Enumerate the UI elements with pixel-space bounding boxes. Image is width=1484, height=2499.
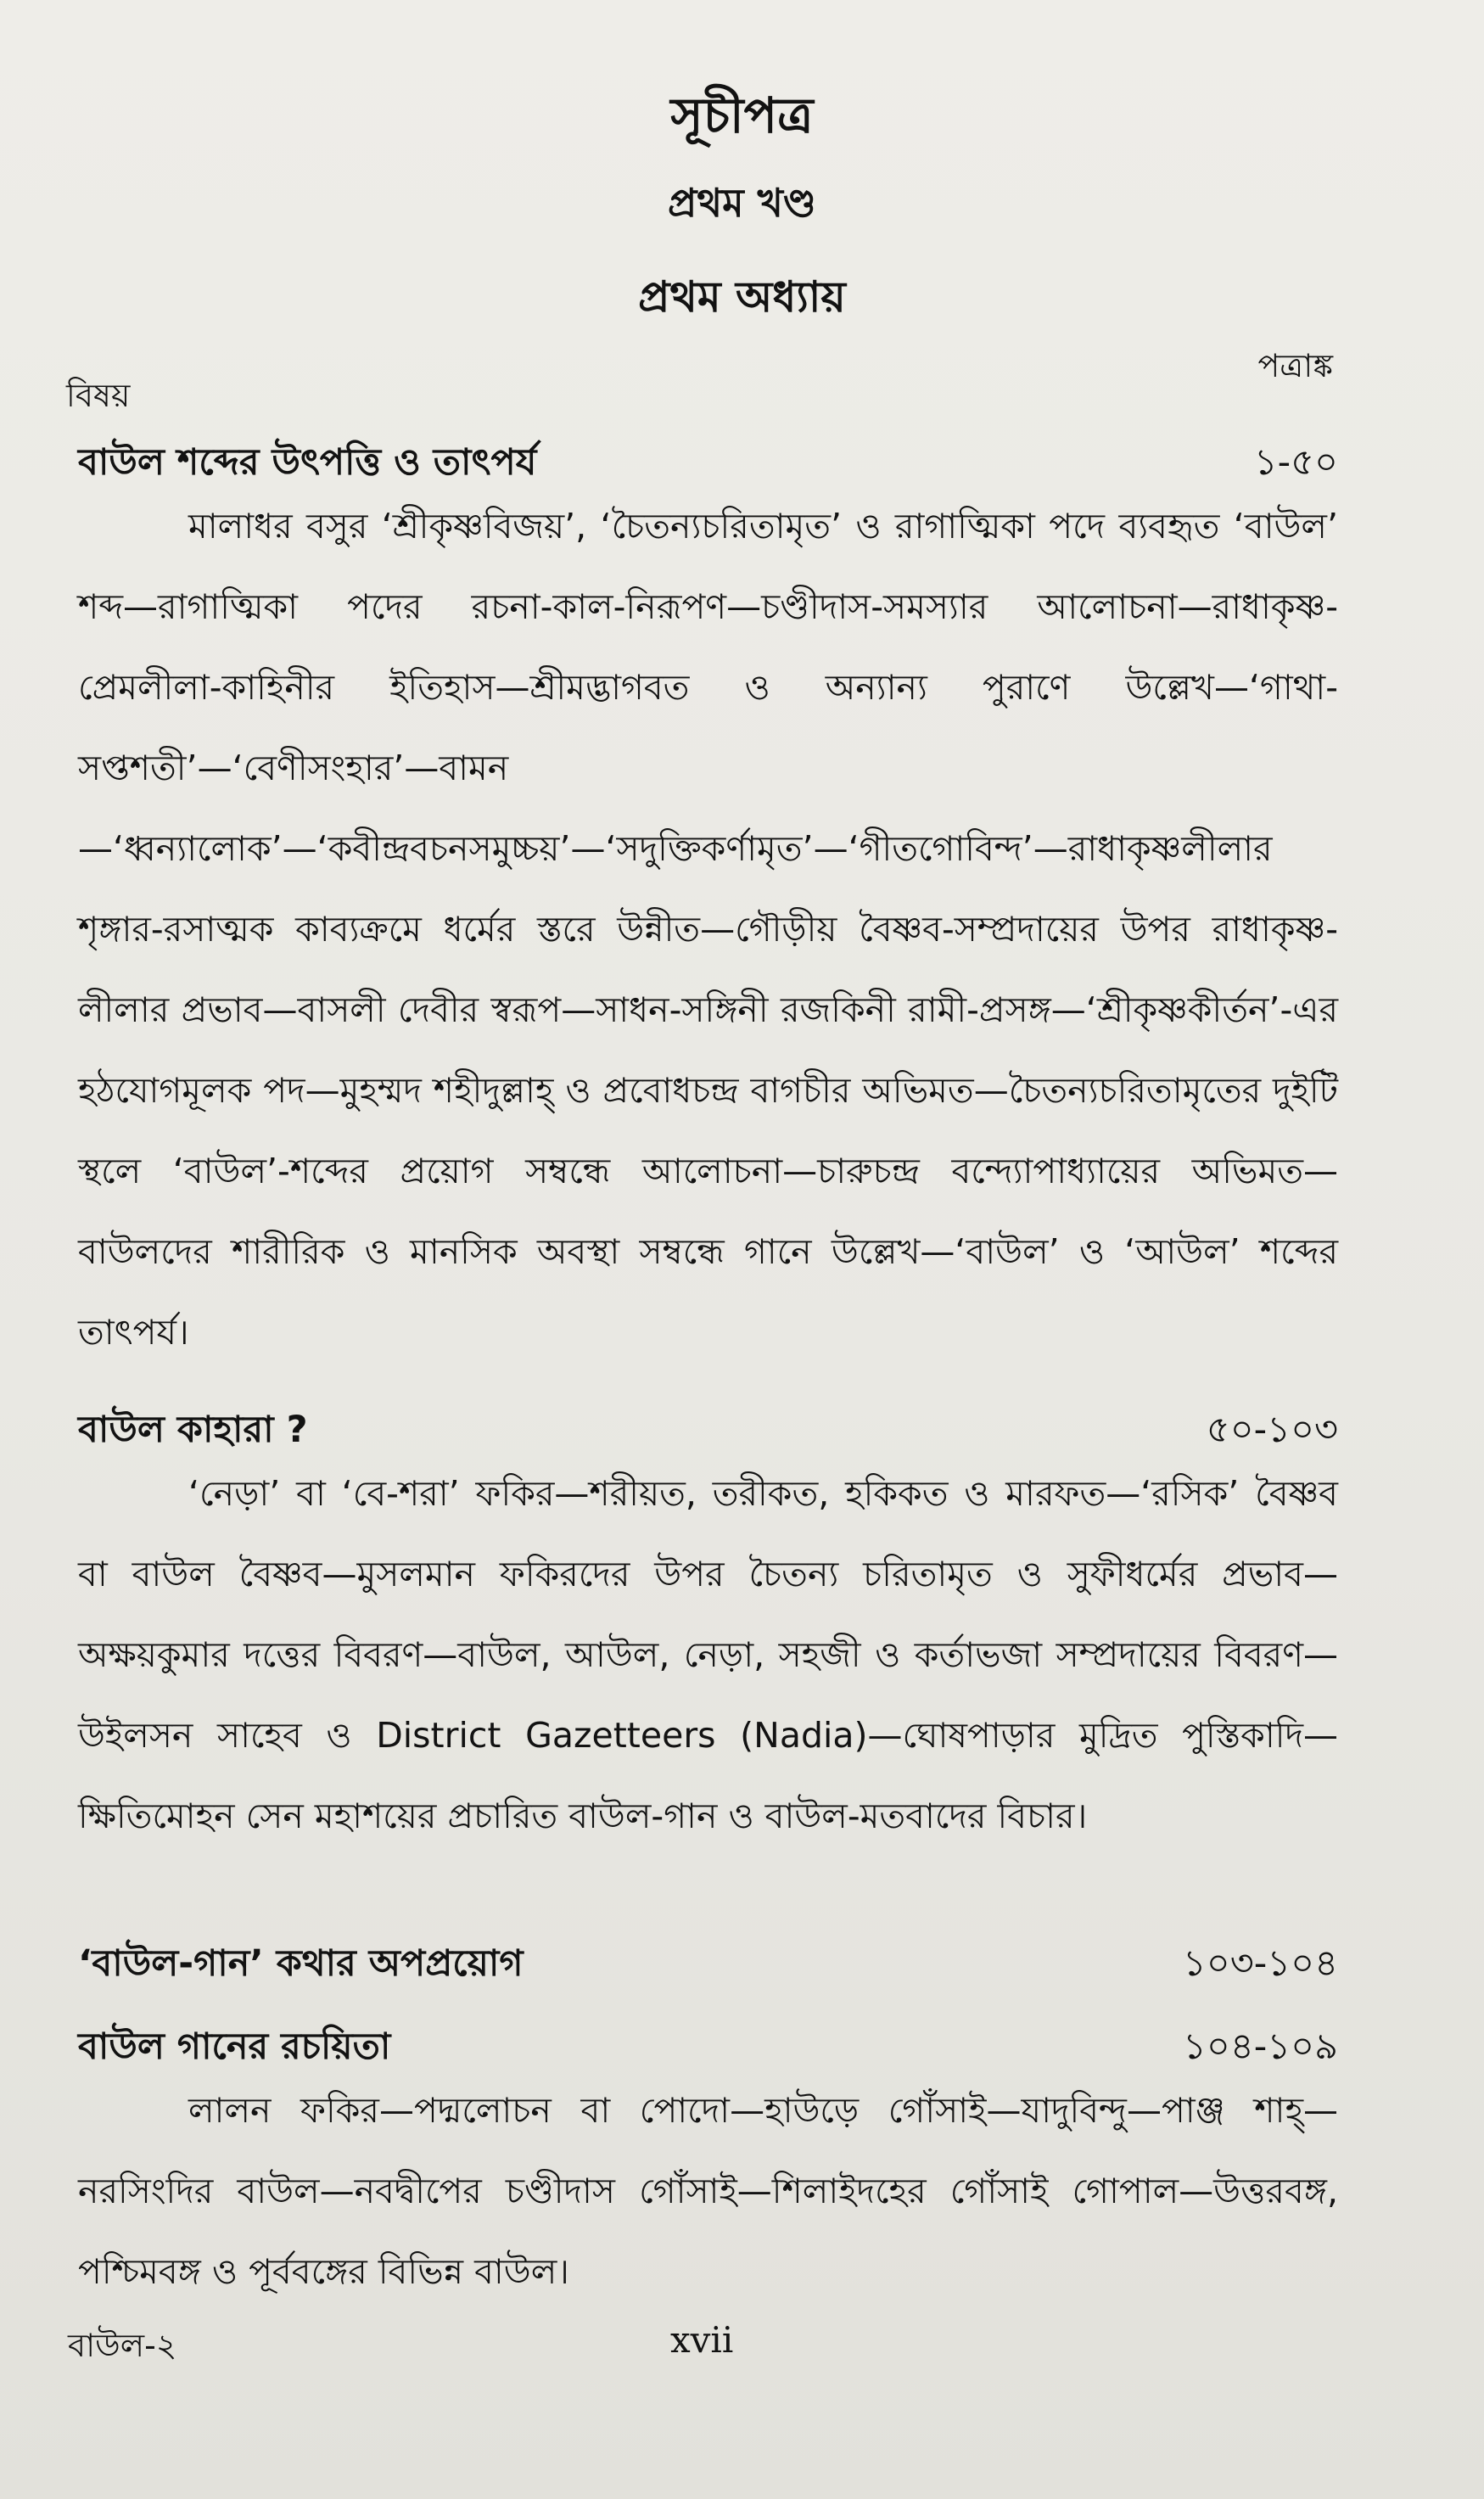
toc-entry-title: ‘বাউল-গান’ কথার অপপ্রয়োগ bbox=[78, 1942, 524, 1985]
toc-entry-description: মালাধর বসুর ‘শ্রীকৃষ্ণবিজয়’, ‘চৈতন্যচরিতামৃত’ ও রাগাত্মিকা পদে ব্যবহৃত ‘বাউল’ শব্দ—রাগাত্মিকা পদের রচনা-কাল-নিরূপণ—চণ্ডীদাস-সমস্যার আলোচনা—রাধাকৃষ্ণ-প্রেমলীলা-কাহিনীর ইতিহাস—শ্রীমদ্ভাগবত ও অন্যান্য পুরাণে উল্লেখ—‘গাথা-সপ্তশতী’—‘বেণীসংহার’—বামন—‘ধ্বন্যালোক’—‘কবীন্দ্রবচনসমুচ্চয়’—‘সদুক্তিকর্ণামৃত’—‘গীতগোবিন্দ’—রাধাকৃষ্ণলীলার শৃঙ্গার-রসাত্মক কাব্যক্রমে ধর্মের স্তরে উন্নীত—গৌড়ীয় বৈষ্ণব-সম্প্রদায়ের উপর রাধাকৃষ্ণ-লীলার প্রভাব—বাসলী দেবীর স্বরূপ—সাধন-সঙ্গিনী রজকিনী রামী-প্রসঙ্গ—‘শ্রীকৃষ্ণকীর্তন’-এর হঠযোগমূলক পদ—মুহম্মদ শহীদুল্লাহ্ ও প্রবোধচন্দ্র বাগচীর অভিমত—চৈতন্যচরিতামৃতের দুইটি স্থলে ‘বাউল’-শব্দের প্রয়োগ সম্বন্ধে আলোচনা—চারুচন্দ্র বন্দ্যোপাধ্যায়ের অভিমত—বাউলদের শারীরিক ও মানসিক অবস্থা সম্বন্ধে গানে উল্লেখ—‘বাউল’ ও ‘আউল’ শব্দের তাৎপর্য। bbox=[78, 506, 1338, 1353]
toc-entry-pages: ১০৩-১০৪ bbox=[1182, 1942, 1338, 1985]
toc-entry-title: বাউল শব্দের উৎপত্তি ও তাৎপর্য bbox=[78, 441, 537, 484]
signature-mark: বাউল-২ bbox=[68, 2327, 177, 2364]
part-title: প্রথম খণ্ড bbox=[668, 180, 816, 226]
chapter-title: প্রথম অধ্যায় bbox=[638, 272, 846, 322]
page-number: xvii bbox=[670, 2319, 734, 2361]
toc-entry-title: বাউল গানের রচয়িতা bbox=[78, 2026, 391, 2068]
toc-entry-pages: ১০৪-১০৯ bbox=[1182, 2026, 1338, 2068]
toc-entry-heading bbox=[78, 1936, 1338, 1996]
toc-entry-title: বাউল কাহারা ? bbox=[78, 1409, 308, 1451]
toc-entry-pages: ১-৫০ bbox=[1253, 441, 1338, 484]
contents-title: সূচীপত্র bbox=[670, 87, 814, 144]
toc-entry-description: ‘নেড়া’ বা ‘বে-শরা’ ফকির—শরীয়ত, তরীকত, হকিকত ও মারফত—‘রসিক’ বৈষ্ণব বা বাউল বৈষ্ণব—মুসলমান ফকিরদের উপর চৈতন্য চরিতামৃত ও সুফীধর্মের প্রভাব—অক্ষয়কুমার দত্তের বিবরণ—বাউল, আউল, নেড়া, সহজী ও কর্তাভজা সম্প্রদায়ের বিবরণ—উইলসন সাহেব ও District Gazetteers (Nadia)—ঘোষপাড়ার মুদ্রিত পুস্তিকাদি—ক্ষিতিমোহন সেন মহাশয়ের প্রচারিত বাউল-গান ও বাউল-মতবাদের বিচার। bbox=[78, 1473, 1338, 1836]
column-header-subject: বিষয় bbox=[66, 377, 131, 414]
column-header-page: পত্রাঙ্ক bbox=[1257, 347, 1333, 384]
toc-entry-description: লালন ফকির—পদ্মলোচন বা পোদো—হাউড়ে গোঁসাই—যাদুবিন্দু—পাঞ্জ শাহ্—নরসিংদির বাউল—নবদ্বীপের চণ্ডীদাস গোঁসাই—শিলাইদহের গোঁসাই গোপাল—উত্তরবঙ্গ, পশ্চিমবঙ্গ ও পূর্ববঙ্গের বিভিন্ন বাউল। bbox=[78, 2090, 1338, 2292]
toc-entry-pages: ৫০-১০৩ bbox=[1206, 1409, 1338, 1451]
